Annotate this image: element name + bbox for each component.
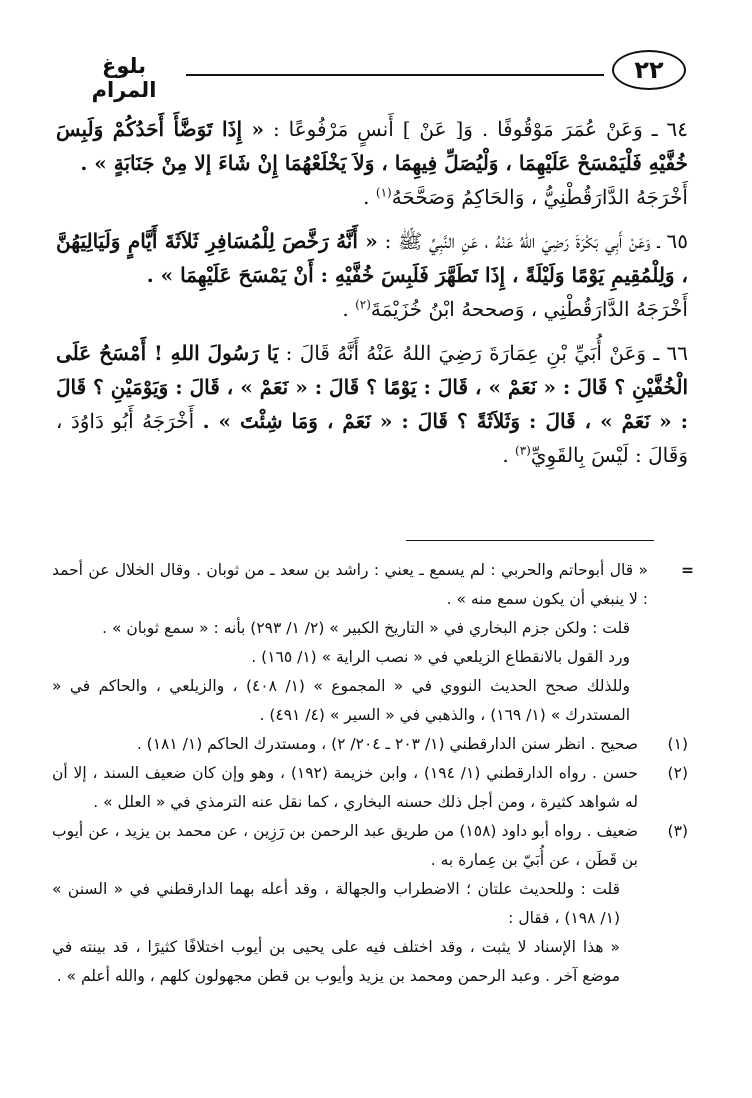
footnote-number: (٣) [667, 822, 688, 840]
hadith-matn: « أَنَّهُ رَخَّصَ لِلْمُسَافِرِ ثَلاَثَةَ أَيَّامٍ وَلَيَالِيَهُنَّ ، وَلِلْمُقِيمِ يَوْمًا وَلَيْلَةً ، إِذَا تَطَهَّرَ فَلَبِسَ خُفَّيْهِ : أَنْ يَمْسَحَ عَلَيْهِمَا » . [56, 229, 688, 287]
hadith-66: ٦٦ ـ وَعَنْ أُبَيِّ بْنِ عِمَارَةَ رَضِيَ اللهُ عَنْهُ أَنَّهُ قَالَ : يَا رَسُولَ اللهِ ! أَمْسَحُ عَلَى الْخُفَّيْنِ ؟ قَالَ : « نَعَمْ » ، قَالَ : يَوْمًا ؟ قَالَ : « نَعَمْ » ، قَالَ : وَيَوْمَيْنِ ؟ قَالَ : « نَعَمْ » ، قَالَ : وَثَلاَثَةً ؟ قَالَ : « نَعَمْ ، وَمَا شِئْتَ » . أَخْرَجَهُ أَبُو دَاوُدَ ، وَقَالَ : لَيْسَ بِالقَوِيِّ$^{(٣)}$ . [56, 341, 688, 467]
hadith-intro: وَعَنْ عُمَرَ مَوْقُوفًا . وَ[ عَنْ ] أَنسٍ مَرْفُوعًا : [272, 117, 643, 141]
hadith-number: ٦٥ ـ [657, 229, 689, 253]
hadith-intro: وَعَنْ أَبِي بَكْرَةَ رَضِيَ اللهُ عَنْهُ ، عَنِ النَّبِيِّ ﷺ : [384, 229, 651, 253]
footnote-paragraph: ضعيف . رواه أبو داود (١٥٨) من طريق عبد الرحمن بن رَزِين ، عن محمد بن يزيد ، عن أيوب بن قَطَن ، عن أُبَيّ بن عِمارة به . [52, 822, 639, 869]
header-rule [186, 74, 604, 76]
footnote-paragraph: « قال أبوحاتم والحربي : لم يسمع ـ يعني : راشد بن سعد ـ من ثوبان . وقال الخلال عن أحمد : لا ينبغي أن يكون سمع منه » . [52, 561, 648, 608]
footnote-number: (١) [667, 735, 688, 753]
hadith-number: ٦٤ ـ [651, 117, 688, 141]
hadith-64: ٦٤ ـ وَعَنْ عُمَرَ مَوْقُوفًا . وَ[ عَنْ ] أَنسٍ مَرْفُوعًا : « إِذَا تَوَضَّأَ أَحَدُكُمْ وَلَبِسَ خُفَّيْهِ فَلْيَمْسَحْ عَلَيْهِمَا ، وَلْيُصَلِّ فِيهِمَا ، وَلاَ يَخْلَعْهُمَا إِنْ شَاءَ إلا مِنْ جَنَابَةٍ » . أَخْرَجَهُ الدَّارَقُطْنِيُّ ، وَالحَاكِمُ وَصَحَّحَهُ$^{(١)}$ . [56, 117, 688, 209]
page-header [66, 48, 686, 102]
footnote-paragraph: صحيح . انظر سنن الدارقطني (١/ ٢٠٣ ـ ٢٠٤/ ٢) ، ومستدرك الحاكم (١/ ١٨١) . [136, 735, 638, 753]
hadith-65: ٦٥ ـ وَعَنْ أَبِي بَكْرَةَ رَضِيَ اللهُ عَنْهُ ، عَنِ النَّبِيِّ ﷺ : « أَنَّهُ رَخَّصَ لِلْمُسَافِرِ ثَلاَثَةَ أَيَّامٍ وَلَيَالِيَهُنَّ ، وَلِلْمُقِيمِ يَوْمًا وَلَيْلَةً ، إِذَا تَطَهَّرَ فَلَبِسَ خُفَّيْهِ : أَنْ يَمْسَحَ عَلَيْهِمَا » . أَخْرَجَهُ الدَّارَقُطْنِي ، وَصححهُ ابْنُ خُزَيْمَةَ$^{(٢)}$ . [56, 229, 689, 321]
footnote-paragraph: ورد القول بالانقطاع الزيلعي في « نصب الراية » (١/ ١٦٥) . [251, 648, 630, 666]
page-number: ٢٢ [612, 50, 686, 90]
hadith-takhrij: أَخْرَجَهُ أَبُو دَاوُدَ ، وَقَالَ : لَيْسَ بِالقَوِيِّ [56, 409, 688, 467]
footnote-paragraph: قلت : ولكن جزم البخاري في « التاريخ الكبير » (٢/ ١/ ٢٩٣) بأنه : « سمع ثوبان » . [102, 619, 630, 637]
footnote-paragraph: حسن . رواه الدارقطني (١/ ١٩٤) ، وابن خزيمة (١٩٢) ، وهو وإن كان ضعيف السند ، إلا أن له شواهد كثيرة ، ومن أجل ذلك حسنه البخاري ، كما نقل عنه الترمذي في « العلل » . [52, 764, 639, 811]
footnote-paragraph: وللذلك صحح الحديث النووي في « المجموع » (١/ ٤٠٨) ، والزيلعي ، والحاكم في « المستدرك » (١/ ١٦٩) ، والذهبي في « السير » (٤/ ٤٩١) . [52, 677, 630, 724]
footnote-number: (٢) [667, 764, 688, 782]
footnote-paragraph: قلت : وللحديث علتان ؛ الاضطراب والجهالة ، وقد أعله بهما الدارقطني في « السنن » (١/ ١٩٨) ، فقال : [52, 880, 620, 927]
hadith-number: ٦٦ ـ [653, 341, 688, 365]
hadith-matn: يَا رَسُولَ اللهِ ! أَمْسَحُ عَلَى الْخُفَّيْنِ ؟ قَالَ : « نَعَمْ » ، قَالَ : يَوْمًا ؟ قَالَ : « نَعَمْ » ، قَالَ : وَيَوْمَيْنِ ؟ قَالَ : « نَعَمْ » ، قَالَ : وَثَلاَثَةً ؟ قَالَ : « نَعَمْ ، وَمَا شِئْتَ » . [56, 341, 688, 433]
continuation-mark: = [681, 561, 694, 579]
footnote-1 [52, 730, 688, 759]
footnote-separator [406, 540, 654, 541]
footnote-continuation [52, 556, 694, 730]
footnotes [52, 556, 694, 991]
hadith-intro: وَعَنْ أُبَيِّ بْنِ عِمَارَةَ رَضِيَ اللهُ عَنْهُ أَنَّهُ قَالَ : [285, 341, 647, 365]
footnote-ref: (٣) [515, 443, 531, 458]
footnote-ref: (١) [375, 185, 392, 200]
book-title: بلوغ المرام [91, 54, 157, 102]
footnote-paragraph: « هذا الإسناد لا يثبت ، وقد اختلف فيه على يحيى بن أيوب اختلافًا كثيرًا ، قد بينته في موضع آخر . وعبد الرحمن ومحمد بن يزيد وأيوب بن قطن مجهولون كلهم ، والله أعلم » . [52, 938, 620, 985]
footnote-3 [52, 817, 688, 991]
hadith-takhrij: أَخْرَجَهُ الدَّارَقُطْنِي ، وَصححهُ ابْنُ خُزَيْمَةَ [370, 297, 688, 321]
hadith-takhrij: أَخْرَجَهُ الدَّارَقُطْنِيُّ ، وَالحَاكِمُ وَصَحَّحَهُ [391, 185, 688, 209]
footnote-2 [52, 759, 688, 817]
hadith-matn: « إِذَا تَوَضَّأَ أَحَدُكُمْ وَلَبِسَ خُفَّيْهِ فَلْيَمْسَحْ عَلَيْهِمَا ، وَلْيُصَلِّ فِيهِمَا ، وَلاَ يَخْلَعْهُمَا إِنْ شَاءَ إلا مِنْ جَنَابَةٍ » . [56, 117, 688, 175]
footnote-ref: (٢) [355, 297, 371, 312]
